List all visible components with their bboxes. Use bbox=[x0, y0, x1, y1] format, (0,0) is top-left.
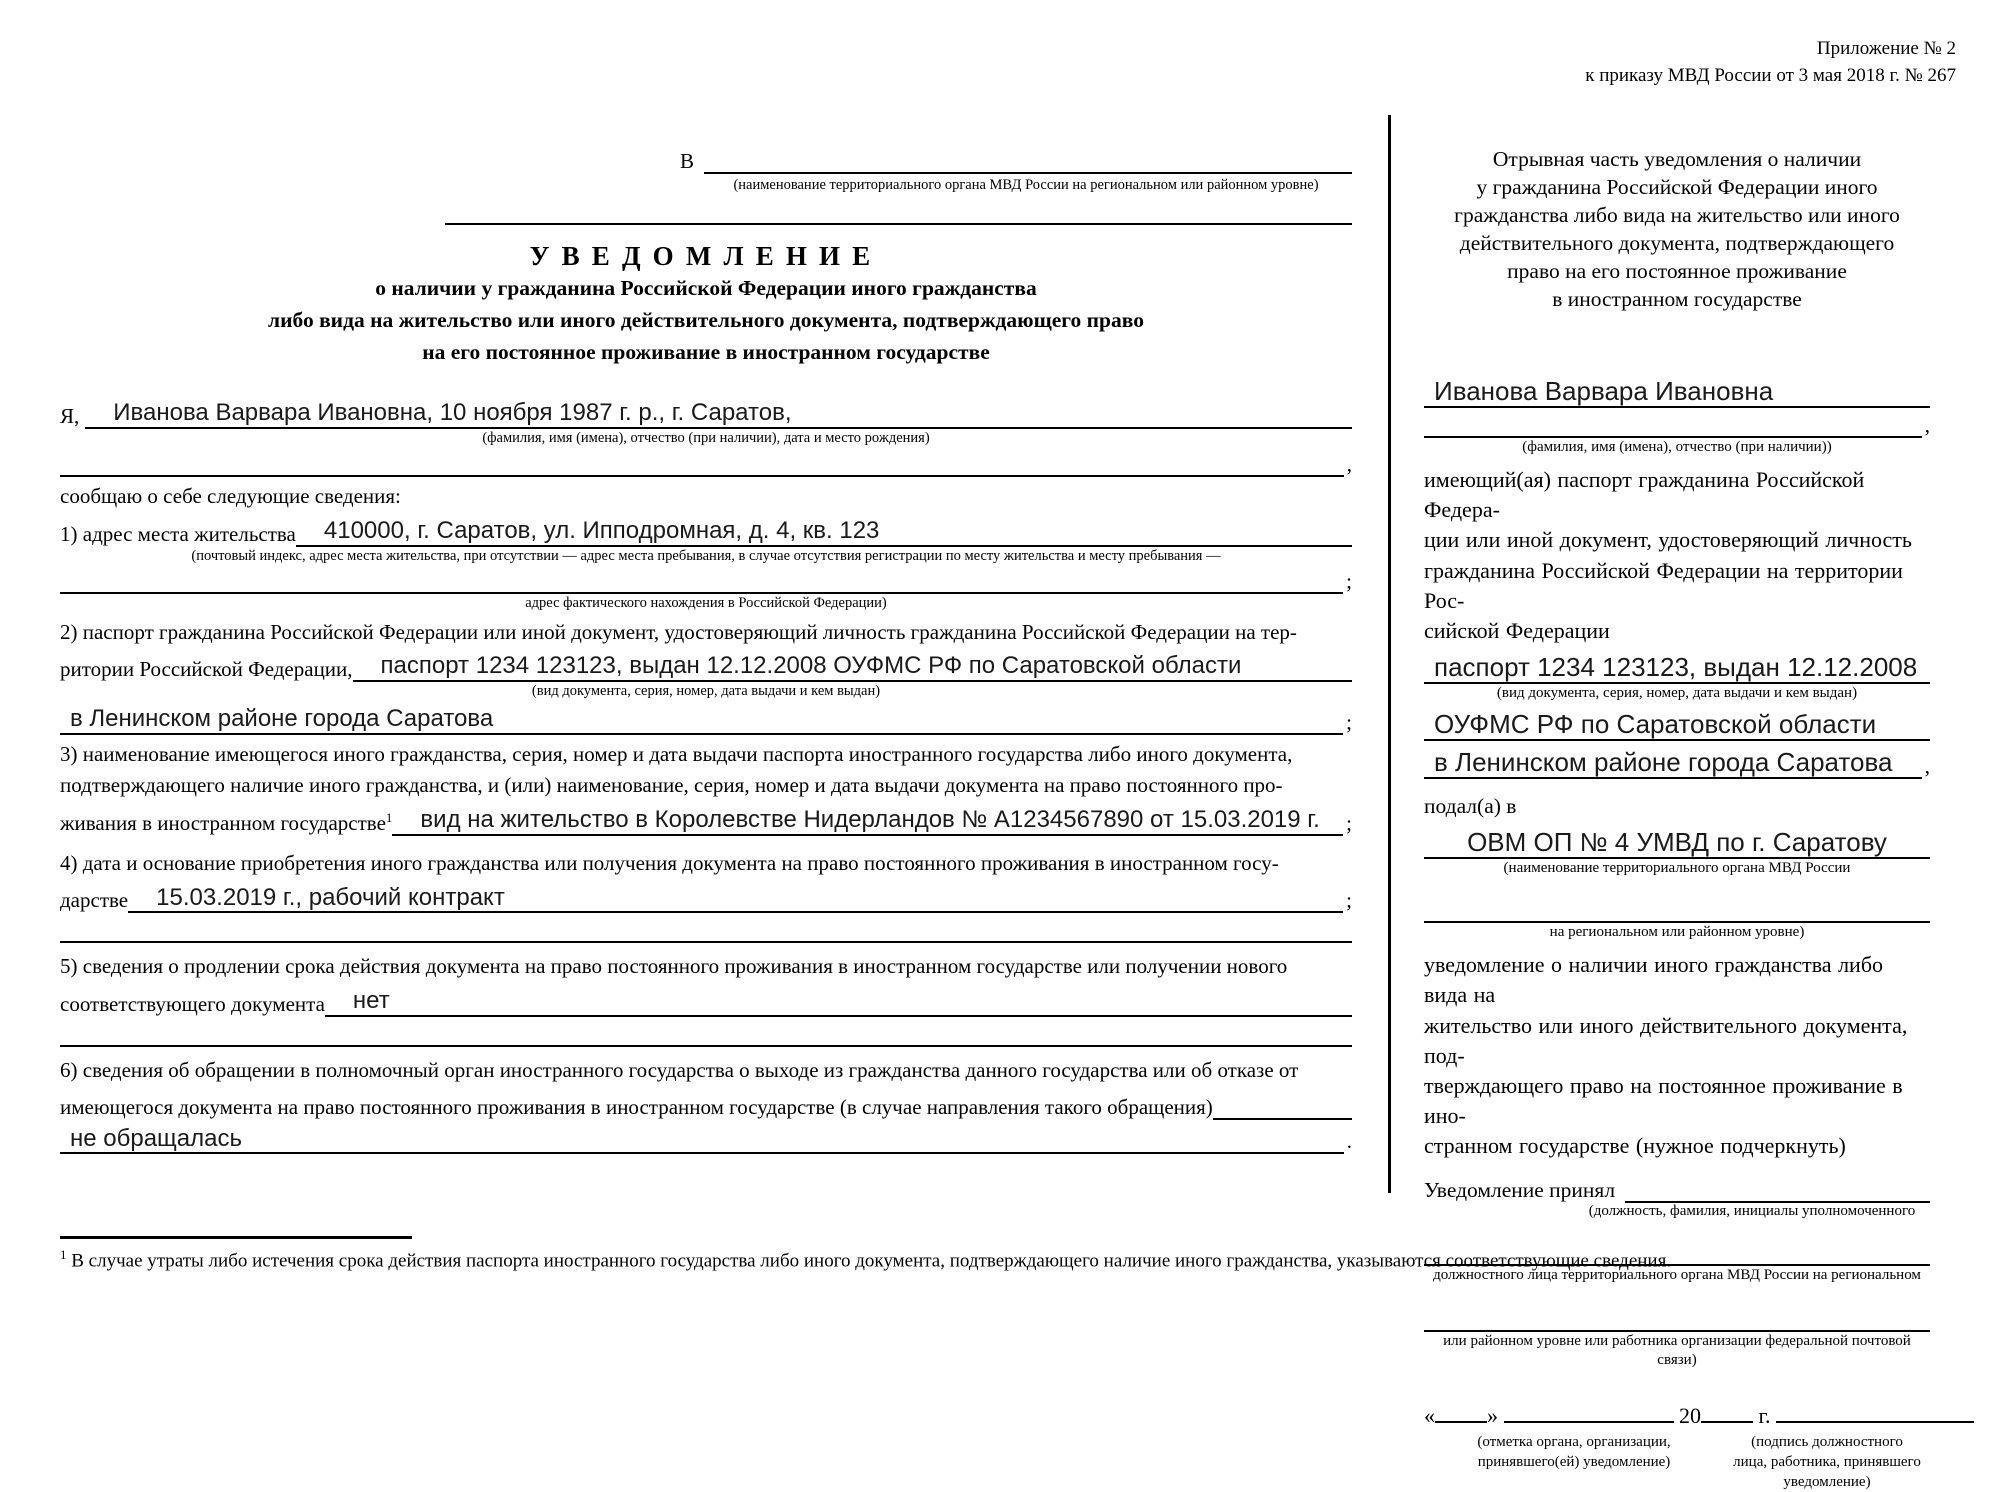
submitted-field[interactable] bbox=[1424, 828, 1930, 859]
tear-off-name-value[interactable]: Иванова Варвара Ивановна bbox=[1434, 375, 1774, 406]
addressee-caption: (наименование территориального органа МВД России на региональном или районном уровне) bbox=[733, 177, 1319, 193]
declarant-name-field[interactable] bbox=[85, 400, 1352, 429]
notice-line2: жительство или иного действительного документа, под- bbox=[1424, 1012, 1908, 1068]
item3-label-line3 bbox=[60, 810, 392, 836]
tear-off-doc-value[interactable]: паспорт 1234 123123, выдан 12.12.2008 bbox=[1434, 651, 1918, 682]
accepted-caption1: (должность, фамилия, инициалы уполномоченного bbox=[1588, 1203, 1916, 1220]
form-title: УВЕДОМЛЕНИЕ bbox=[529, 240, 883, 271]
declarant-row bbox=[60, 389, 1352, 429]
item4-label-line1: 4) дата и основание приобретения иного гражданства или получения документа на право постоянного проживания в иностранном госу- bbox=[60, 850, 1279, 875]
notice-line1: уведомление о наличии иного гражданства либо вида на bbox=[1424, 952, 1884, 1008]
item2-label-line2: ритории Российской Федерации, bbox=[60, 657, 353, 682]
form-subtitle-line3: на его постоянное проживание в иностранном государстве bbox=[422, 340, 990, 365]
date-row bbox=[1424, 1399, 1930, 1429]
signature-caption-line3: уведомление) bbox=[1783, 1474, 1871, 1491]
item1-caption1: (почтовый индекс, адрес места жительства, при отсутствии — адрес места пребывания, в случае отсутствия регистрации по месту жительства и месту пребывания — bbox=[191, 547, 1221, 564]
item4-value[interactable]: 15.03.2019 г., рабочий контракт bbox=[156, 883, 505, 911]
accepted-caption2: должностного лица территориального органа МВД России на региональном bbox=[1433, 1267, 1921, 1284]
tear-off-doc-row2 bbox=[1424, 703, 1930, 741]
accepted-row bbox=[1424, 1167, 1930, 1203]
footnote-block bbox=[60, 1236, 1950, 1272]
holder-line1: имеющий(ая) паспорт гражданина Российской Федера- bbox=[1424, 467, 1865, 523]
item2-row bbox=[60, 648, 1352, 682]
main-form-column bbox=[60, 110, 1352, 1154]
notice-line3: тверждающего право на постоянное проживание в ино- bbox=[1424, 1072, 1903, 1128]
item5-row bbox=[60, 983, 1352, 1017]
intro-text: сообщаю о себе следующие сведения: bbox=[60, 484, 401, 509]
tear-off-doc-field3[interactable] bbox=[1424, 748, 1922, 779]
item3-row bbox=[60, 802, 1352, 836]
submitted-line2 bbox=[1424, 893, 1930, 923]
item6-label-line1: 6) сведения об обращении в полномочный орган иностранного государства о выходе из гражданства данного государства или об отказе от bbox=[60, 1057, 1299, 1082]
item1-row bbox=[60, 513, 1352, 547]
tear-off-doc-caption: (вид документа, серия, номер, дата выдачи и кем выдан) bbox=[1496, 684, 1858, 701]
tear-off-doc-field2[interactable] bbox=[1424, 710, 1930, 741]
tear-off-divider bbox=[1388, 115, 1391, 1193]
submitted-caption2: на региональном или районном уровне) bbox=[1549, 923, 1805, 940]
item2-row2 bbox=[60, 701, 1352, 735]
declarant-line2-punct: , bbox=[1346, 452, 1352, 477]
item5-field[interactable] bbox=[325, 988, 1352, 1017]
tear-off-header-line5: право на его постоянное проживание bbox=[1507, 258, 1847, 283]
footnote-ref: 1 bbox=[60, 1247, 67, 1262]
addressee-prefix: В bbox=[680, 149, 695, 173]
signature-caption bbox=[1724, 1432, 1930, 1492]
tear-off-doc-value2[interactable]: ОУФМС РФ по Саратовской области bbox=[1434, 709, 1877, 740]
signature-caption-line1: (подпись должностного bbox=[1751, 1433, 1903, 1450]
date-year-suffix: г. bbox=[1758, 1402, 1771, 1428]
item5-value[interactable]: нет bbox=[352, 987, 390, 1015]
footnote-text: В случае утраты либо истечения срока действия паспорта иностранного государства либо иного документа, подтверждающего наличие иного гражданства, указываются соответствующие сведения. bbox=[71, 1250, 1672, 1272]
tear-off-doc-row bbox=[1424, 646, 1930, 684]
form-subtitle-line1: о наличии у гражданина Российской Федерации иного гражданства bbox=[375, 275, 1037, 300]
signature-field[interactable] bbox=[1776, 1399, 1974, 1423]
tear-off-name-field[interactable] bbox=[1424, 377, 1930, 408]
date-captions bbox=[1424, 1432, 1930, 1492]
date-year-prefix: 20 bbox=[1679, 1402, 1701, 1428]
date-month-field[interactable] bbox=[1504, 1399, 1674, 1423]
item3-field[interactable] bbox=[392, 807, 1343, 836]
tear-off-header-line3: гражданства либо вида на жительство или иного bbox=[1454, 202, 1900, 227]
item3-label-line3-text: живания в иностранном государстве bbox=[60, 810, 386, 835]
date-quote-open: « bbox=[1424, 1402, 1435, 1428]
accepted-line3 bbox=[1424, 1302, 1930, 1332]
submitted-row bbox=[1424, 821, 1930, 859]
appendix-line1: Приложение № 2 bbox=[1816, 38, 1956, 59]
item6-row bbox=[60, 1086, 1352, 1120]
tear-off-notice-paragraph bbox=[1424, 950, 1930, 1161]
addressee-field[interactable] bbox=[704, 172, 1352, 174]
addressee-field-line2[interactable] bbox=[445, 195, 1352, 225]
accepted-label: Уведомление принял bbox=[1424, 1178, 1616, 1203]
item2-field-line2[interactable] bbox=[60, 706, 1343, 735]
submitted-prefix: подал(а) в bbox=[1424, 794, 1517, 819]
tear-off-name-line2 bbox=[1424, 408, 1930, 438]
notice-line4: странном государстве (нужное подчеркнуть) bbox=[1424, 1133, 1846, 1159]
tear-off-column bbox=[1424, 146, 1930, 1492]
item5-label-line1: 5) сведения о продлении срока действия документа на право постоянного проживания в иностранном государстве или получении нового bbox=[60, 954, 1288, 979]
appendix-line2: к приказу МВД России от 3 мая 2018 г. № 267 bbox=[1585, 64, 1956, 86]
date-quote-close: » bbox=[1487, 1402, 1498, 1428]
date-day-field[interactable] bbox=[1435, 1399, 1487, 1423]
signature-caption-line2: лица, работника, принявшего bbox=[1733, 1453, 1921, 1470]
declarant-name-value[interactable]: Иванова Варвара Ивановна, 10 ноября 1987 г. р., г. Саратов, bbox=[113, 398, 792, 426]
tear-off-header-line6: в иностранном государстве bbox=[1552, 286, 1802, 311]
item6-row2 bbox=[60, 1120, 1352, 1154]
item3-label-line2: подтверждающего наличие иного гражданства, и (или) наименование, серия, номер и дата выдачи документа на право постоянного про- bbox=[60, 773, 1283, 798]
item6-punct: . bbox=[1346, 1129, 1352, 1154]
declarant-name-field-line2[interactable] bbox=[60, 475, 1344, 477]
declarant-name-caption: (фамилия, имя (имена), отчество (при наличии), дата и место рождения) bbox=[482, 429, 930, 446]
holder-line4: сийской Федерации bbox=[1424, 617, 1610, 643]
submitted-value[interactable]: ОВМ ОП № 4 УМВД по г. Саратову bbox=[1467, 827, 1887, 858]
declarant-prefix: Я, bbox=[60, 403, 80, 428]
holder-line3: гражданина Российской Федерации на территории Рос- bbox=[1424, 557, 1903, 613]
item3-footnote-ref: 1 bbox=[385, 809, 393, 825]
tear-off-doc-field[interactable] bbox=[1424, 653, 1930, 684]
item4-field[interactable] bbox=[128, 885, 1343, 914]
item4-label-line2: дарстве bbox=[60, 888, 129, 913]
appendix-reference bbox=[1585, 36, 1956, 89]
item5-field-line2[interactable] bbox=[60, 1017, 1352, 1047]
stamp-caption bbox=[1424, 1432, 1724, 1492]
tear-off-header bbox=[1424, 146, 1930, 314]
item6-field-line2[interactable] bbox=[60, 1126, 1344, 1155]
tear-off-header-line1: Отрывная часть уведомления о наличии bbox=[1492, 147, 1862, 171]
item1-field[interactable] bbox=[296, 518, 1352, 547]
item1-line2 bbox=[60, 566, 1352, 594]
item6-label-line2: имеющегося документа на право постоянного проживания в иностранном государстве (в случае направления такого обращения) bbox=[60, 1095, 1213, 1120]
item4-field-line2[interactable] bbox=[60, 913, 1352, 943]
item3-punct: ; bbox=[1346, 810, 1352, 835]
tear-off-name-row bbox=[1424, 372, 1930, 408]
item4-punct: ; bbox=[1346, 888, 1352, 913]
item6-field-tail[interactable] bbox=[1213, 1118, 1352, 1120]
tear-off-header-line2: у гражданина Российской Федерации иного bbox=[1476, 174, 1878, 199]
item2-value[interactable]: паспорт 1234 123123, выдан 12.12.2008 ОУФМС РФ по Саратовской области bbox=[380, 652, 1242, 680]
item1-caption2: адрес фактического нахождения в Российской Федерации) bbox=[525, 594, 887, 611]
tear-off-header-line4: действительного документа, подтверждающего bbox=[1459, 230, 1895, 255]
item5-label-line2: соответствующего документа bbox=[60, 991, 325, 1016]
item3-value[interactable]: вид на жительство в Королевстве Нидерландов № А1234567890 от 15.03.2019 г. bbox=[420, 806, 1320, 834]
form-subtitle-line2: либо вида на жительство или иного действительного документа, подтверждающего право bbox=[268, 308, 1144, 333]
tear-off-doc-punct: , bbox=[1924, 754, 1930, 779]
tear-off-name-caption: (фамилия, имя (имена), отчество (при наличии)) bbox=[1522, 438, 1832, 455]
stamp-caption-line1: (отметка органа, организации, bbox=[1477, 1433, 1671, 1450]
stamp-caption-line2: принявшего(ей) уведомление) bbox=[1477, 1453, 1671, 1470]
tear-off-doc-value3[interactable]: в Ленинском районе города Саратова bbox=[1434, 747, 1893, 778]
tear-off-doc-row3 bbox=[1424, 741, 1930, 779]
item4-row bbox=[60, 879, 1352, 913]
footnote-rule bbox=[60, 1236, 412, 1239]
date-year-field[interactable] bbox=[1701, 1399, 1753, 1423]
item1-punct: ; bbox=[1346, 568, 1352, 593]
item2-label-line1: 2) паспорт гражданина Российской Федерации или иной документ, удостоверяющий личность гражданина Российской Федерации на тер- bbox=[60, 619, 1297, 644]
submitted-caption1: (наименование территориального органа МВД России bbox=[1503, 860, 1851, 877]
item2-value2[interactable]: в Ленинском районе города Саратова bbox=[70, 705, 494, 733]
item2-field[interactable] bbox=[353, 653, 1352, 682]
item2-caption: (вид документа, серия, номер, дата выдачи и кем выдан) bbox=[531, 683, 881, 700]
declarant-name-line2 bbox=[60, 447, 1352, 477]
item3-label-line1: 3) наименование имеющегося иного гражданства, серия, номер и дата выдачи паспорта иностранного государства либо иного документа, bbox=[60, 741, 1293, 766]
item1-value[interactable]: 410000, г. Саратов, ул. Ипподромная, д. 4, кв. 123 bbox=[323, 517, 880, 545]
item1-label: 1) адрес места жительства bbox=[60, 521, 296, 546]
item2-punct: ; bbox=[1346, 709, 1352, 734]
accepted-caption3: или районном уровне или работника организации федеральной почтовой связи) bbox=[1443, 1332, 1911, 1369]
tear-off-holder-paragraph bbox=[1424, 465, 1930, 646]
tear-off-name-punct: , bbox=[1924, 412, 1930, 437]
footnote-text-line bbox=[60, 1247, 1950, 1272]
addressee-row bbox=[680, 138, 1352, 174]
item6-value[interactable]: не обращалась bbox=[70, 1124, 243, 1152]
holder-line2: ции или иной документ, удостоверяющий личность bbox=[1424, 527, 1912, 553]
